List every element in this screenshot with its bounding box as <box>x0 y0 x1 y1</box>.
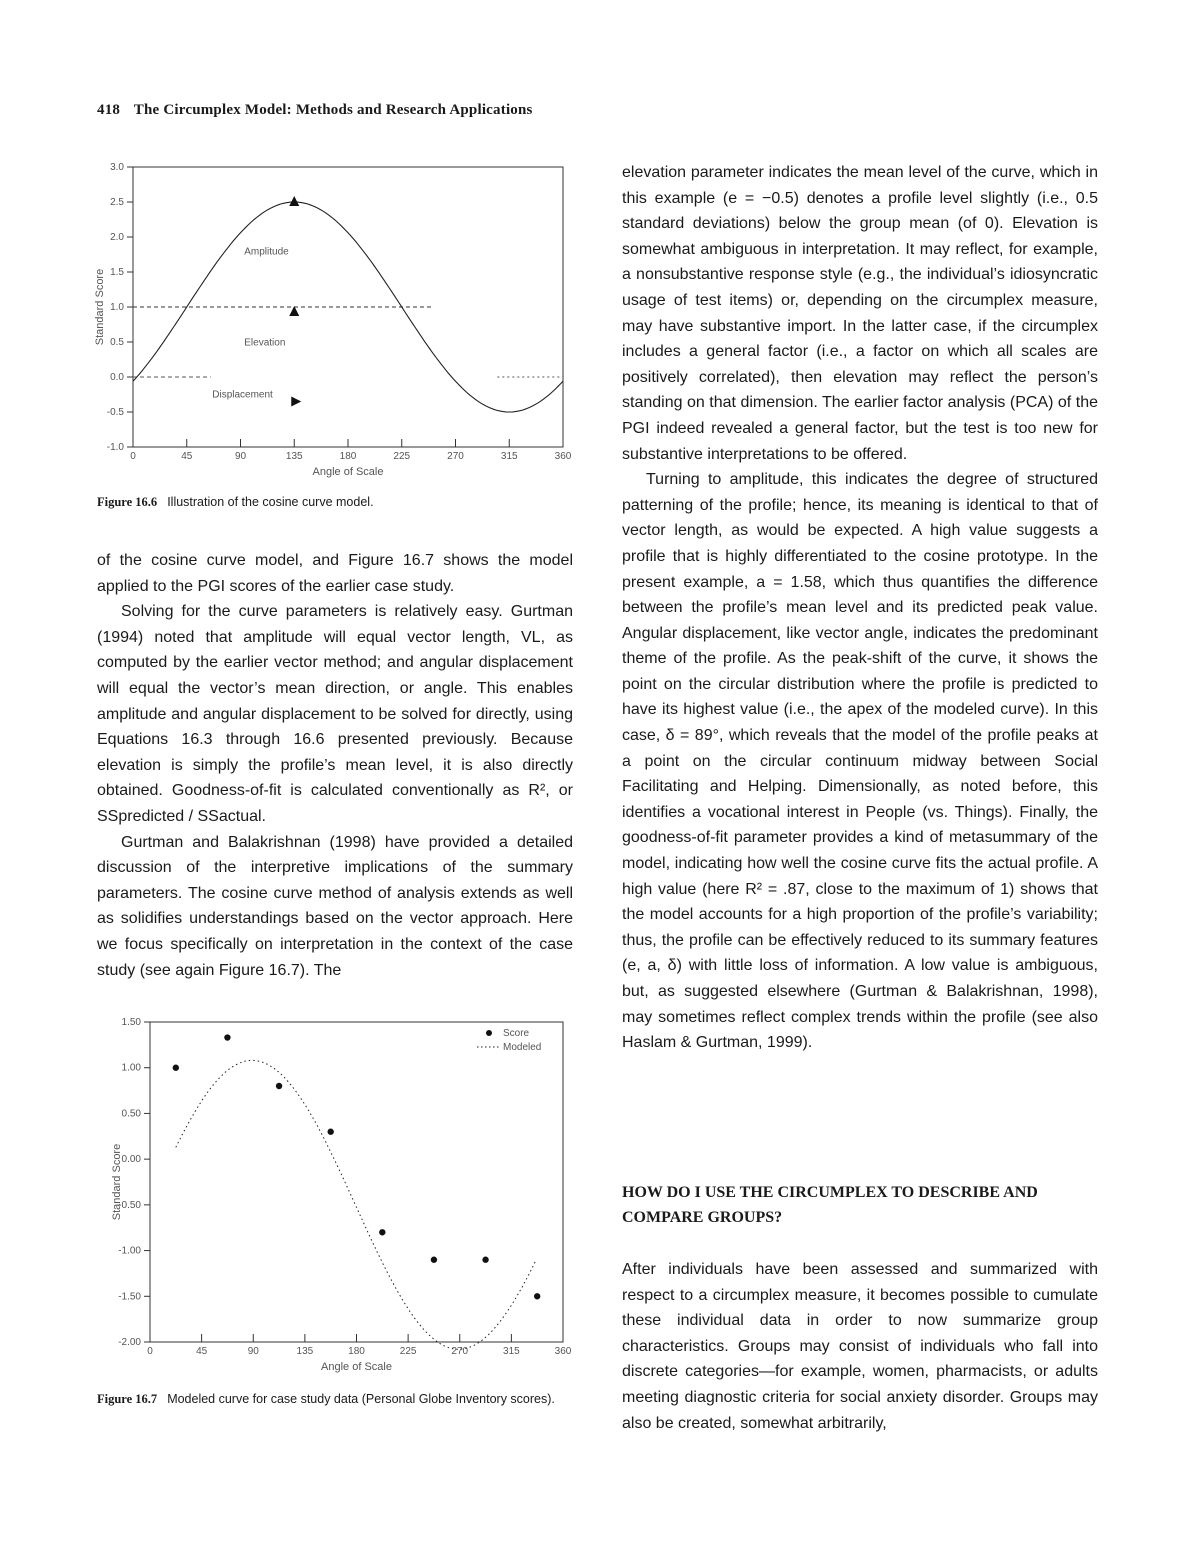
x-tick-label: 90 <box>234 451 247 462</box>
x-tick-label: 45 <box>196 1346 208 1357</box>
x-tick-label: 0 <box>147 1346 153 1357</box>
legend-modeled-label: Modeled <box>503 1042 542 1053</box>
y-tick-label: -2.00 <box>118 1337 141 1348</box>
x-tick-label: 315 <box>503 1346 520 1357</box>
score-point <box>224 1034 230 1040</box>
y-tick-label: -0.50 <box>118 1199 141 1211</box>
y-tick-label: 3.0 <box>110 162 124 173</box>
y-tick-label: -1.0 <box>106 442 124 453</box>
y-tick-label: 1.00 <box>121 1062 141 1074</box>
figure-16-6 <box>95 155 575 485</box>
figure-16-6-caption <box>97 494 577 511</box>
score-point <box>276 1083 282 1089</box>
score-point <box>379 1229 385 1235</box>
score-point <box>534 1293 540 1299</box>
paragraph: of the cosine curve model, and Figure 16.7 shows the model applied to the PGI scores of the earlier case study. <box>97 552 573 595</box>
amplitude-marker <box>289 196 299 206</box>
y-tick-label: -1.00 <box>118 1245 141 1257</box>
page-number: 418 <box>97 102 121 118</box>
y-tick-label: 2.0 <box>110 232 124 243</box>
running-header <box>97 102 533 119</box>
x-tick-label: 90 <box>247 1346 259 1357</box>
amplitude-annotation: Amplitude <box>244 246 289 258</box>
x-tick-label: 225 <box>393 451 411 462</box>
plot-frame <box>150 1022 563 1342</box>
figure-16-6-chart <box>95 155 575 485</box>
caption-label: Figure 16.6 <box>97 495 158 509</box>
x-tick-label: 270 <box>447 451 464 462</box>
paragraph: elevation parameter indicates the mean level of the curve, which in this example (e = −0.5) denotes a profile level slightly (i.e., 0.5 standard deviations) below the group mean (of 0). Elevation is somewhat ambiguous in interpretation. It may reflect, for example, a nonsubstantive response style (e.g., the individual’s idiosyncratic usage of test items) or, depending on the circumplex measure, may have substantive import. In the latter case, if the circumplex includes a general factor (i.e., a factor on which all scales are positively correlated), then elevation may reflect the person’s standing on that dimension. The earlier factor analysis (PCA) of the PGI indeed revealed a general factor, but the test is too new for substantive interpretations to be offered. <box>622 164 1098 463</box>
y-tick-label: 0.0 <box>110 372 124 383</box>
displacement-marker <box>291 397 301 407</box>
x-axis-label: Angle of Scale <box>321 1361 392 1373</box>
score-point <box>173 1065 179 1071</box>
x-tick-label: 180 <box>348 1346 365 1357</box>
caption-text: Modeled curve for case study data (Personal Globe Inventory scores). <box>167 1392 555 1406</box>
legend-score-label: Score <box>503 1028 530 1039</box>
modeled-curve <box>176 1060 536 1349</box>
displacement-annotation: Displacement <box>212 389 273 401</box>
y-axis-label: Standard Score <box>94 268 106 346</box>
x-tick-label: 270 <box>451 1346 469 1357</box>
y-tick-label: 0.50 <box>121 1108 141 1120</box>
x-tick-label: 135 <box>285 451 303 462</box>
elevation-annotation: Elevation <box>244 337 286 349</box>
x-tick-label: 180 <box>339 451 357 462</box>
paragraph: Solving for the curve parameters is relatively easy. Gurtman (1994) noted that amplitude will equal vector length, VL, as computed by the earlier vector method; and angular displacement will equal the vector’s mean direction, or angle. This enables amplitude and angular displacement to be solved for directly, using Equations 16.3 through 16.6 presented previously. Because elevation is simply the profile’s mean level, it is also directly obtained. Goodness-of-fit is calculated conventionally as R², or SSpredicted / SSactual. <box>97 603 573 825</box>
legend-score-marker <box>486 1030 492 1036</box>
x-tick-label: 315 <box>500 451 518 462</box>
x-tick-label: 0 <box>130 451 136 462</box>
figure-16-7-chart <box>95 1010 575 1380</box>
figure-16-7 <box>95 1010 575 1380</box>
x-axis-label: Angle of Scale <box>312 466 384 478</box>
paragraph: Gurtman and Balakrishnan (1998) have provided a detailed discussion of the interpretive implications of the summary parameters. The cosine curve method of analysis extends as well as solidifies understandings based on the vector approach. Here we focus specifically on interpretation in the context of the case study (see again Figure 16.7). The <box>97 833 573 979</box>
x-tick-label: 45 <box>181 451 193 462</box>
y-tick-label: 1.5 <box>110 267 124 278</box>
y-tick-label: 1.0 <box>110 302 124 313</box>
score-point <box>482 1257 488 1263</box>
y-tick-label: 0.00 <box>121 1154 141 1166</box>
y-tick-label: 1.50 <box>121 1017 141 1028</box>
figure-16-7-caption <box>97 1391 577 1408</box>
x-tick-label: 225 <box>399 1346 417 1357</box>
score-point <box>327 1129 333 1135</box>
y-axis-label: Standard Score <box>111 1143 123 1221</box>
score-point <box>431 1257 437 1263</box>
y-tick-label: 2.5 <box>110 197 124 208</box>
caption-label: Figure 16.7 <box>97 1392 158 1406</box>
caption-text: Illustration of the cosine curve model. <box>167 495 374 509</box>
paragraph: Turning to amplitude, this indicates the degree of structured patterning of the profile; hence, its meaning is identical to that of vector length, as would be expected. A high value suggests a profile that is highly differentiated to the cosine prototype. In the present example, a = 1.58, which thus quantifies the difference between the profile’s mean level and its predicted peak value. Angular displacement, like vector angle, indicates the predominant theme of the profile. As the peak-shift of the curve, it shows the point on the circular distribution where the profile is predicted to have its highest value (i.e., the apex of the modeled curve). In this case, δ = 89°, which reveals that the model of the profile peaks at a point on the circular continuum midway between Social Facilitating and Helping. Dimensionally, as noted before, this identifies a vocational interest in People (vs. Things). Finally, the goodness-of-fit parameter provides a kind of metasummary of the model, indicating how well the cosine curve fits the actual profile. A high value (here R² = .87, close to the maximum of 1) shows that the model accounts for a high proportion of the profile’s variability; thus, the profile can be effectively reduced to its summary features (e, a, δ) with little loss of information. A low value is ambiguous, but, as suggested elsewhere (Gurtman & Balakrishnan, 1998), may sometimes reflect complex trends within the profile (see also Haslam & Gurtman, 1999). <box>622 471 1098 1052</box>
y-tick-label: 0.5 <box>110 337 124 348</box>
right-column-text <box>622 160 1098 1056</box>
y-tick-label: -0.5 <box>106 407 124 418</box>
left-column-text <box>97 548 573 983</box>
x-tick-label: 360 <box>554 1346 572 1357</box>
section-heading: HOW DO I USE THE CIRCUMPLEX TO DESCRIBE AND COMPARE GROUPS? <box>622 1184 1038 1226</box>
paragraph: After individuals have been assessed and summarized with respect to a circumplex measure, it becomes possible to cumulate these individual data in order to now summarize group characteristics. Groups may consist of individuals who fall into discrete categories—for example, women, pharmacists, or adults meeting diagnostic criteria for social anxiety disorder. Groups may also be created, somewhat arbitrarily, <box>622 1261 1098 1432</box>
x-tick-label: 360 <box>554 451 572 462</box>
right-column-text-2 <box>622 1257 1098 1436</box>
running-title: The Circumplex Model: Methods and Research Applications <box>133 102 533 118</box>
y-tick-label: -1.50 <box>118 1291 141 1303</box>
x-tick-label: 135 <box>296 1346 314 1357</box>
